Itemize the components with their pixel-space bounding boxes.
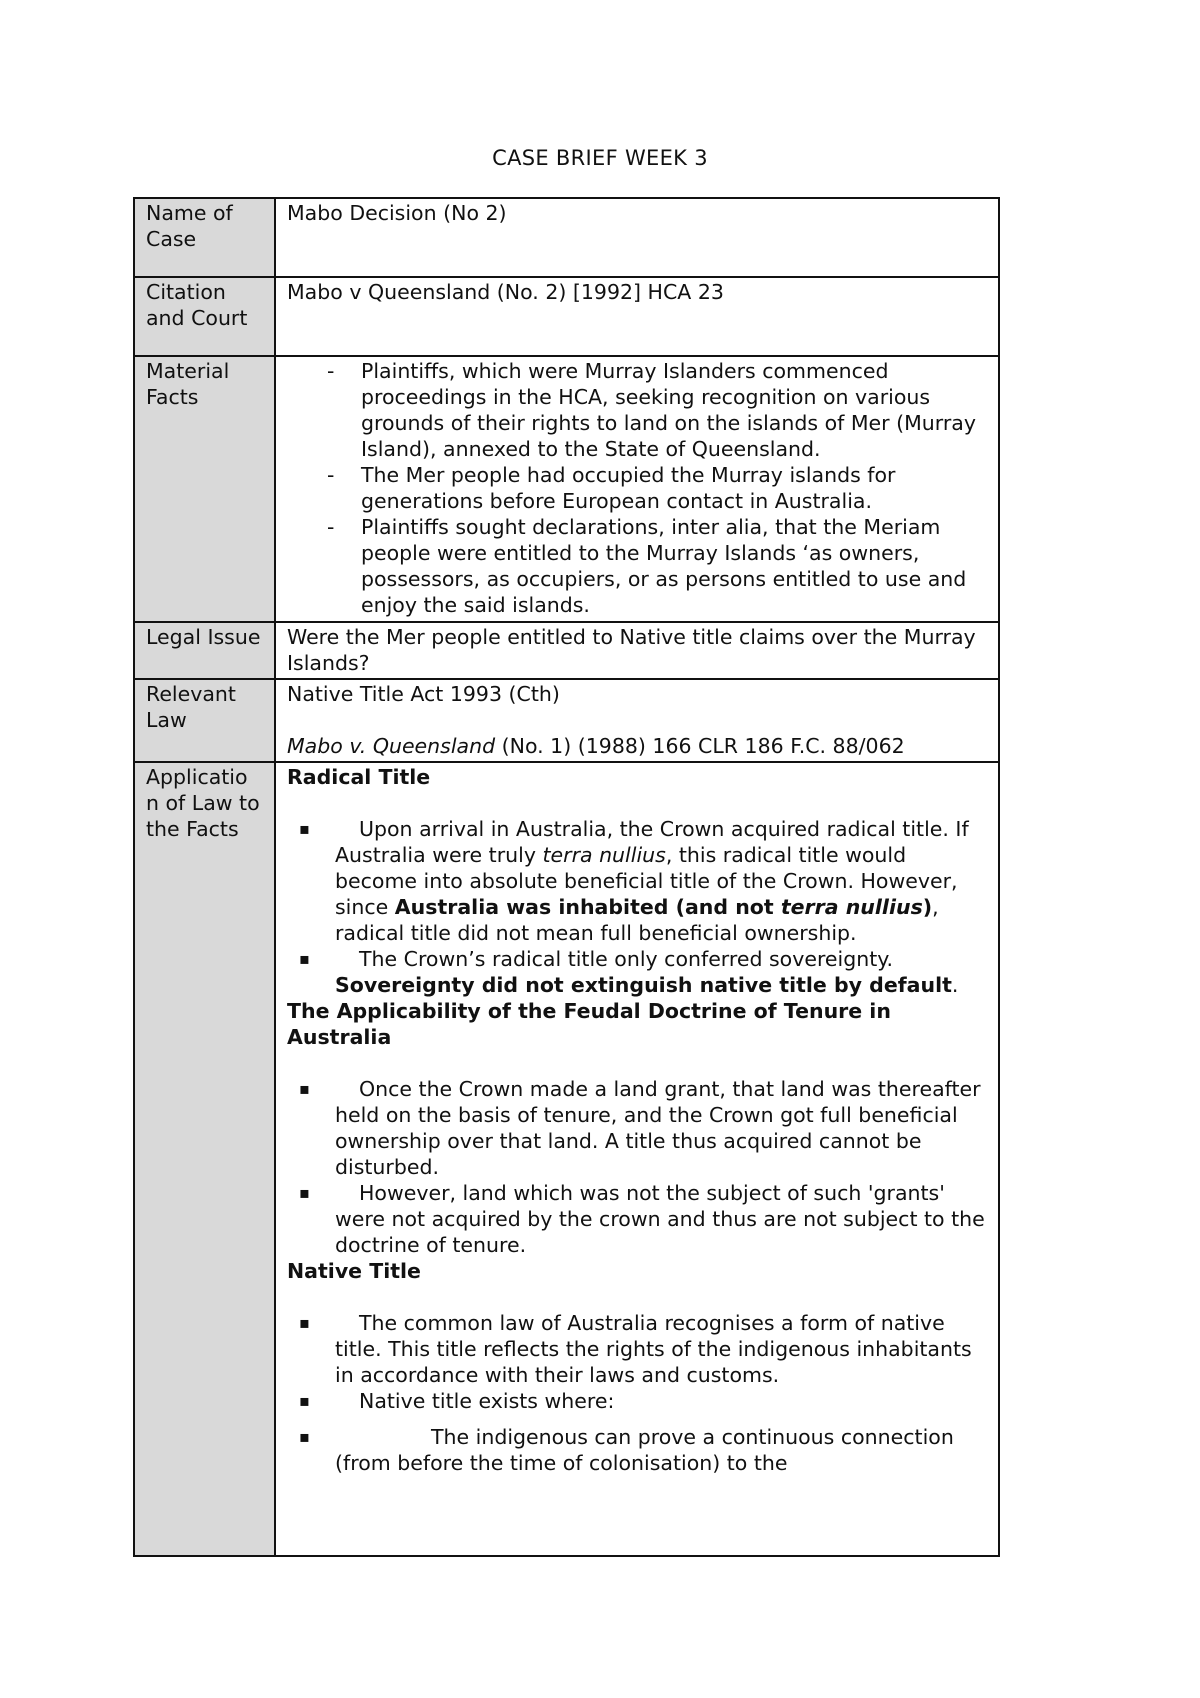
section-heading: Native Title <box>287 1259 421 1283</box>
material-facts-list <box>287 358 988 618</box>
list-item: ▪ Upon arrival in Australia, the Crown acquired radical title. If Australia were truly terra nullius, this radical title would become into absolute beneficial title of the Crown. However, since Australia was inhabited (and not terra nullius), radical title did not mean full beneficial ownership. <box>335 816 988 946</box>
list-item: ▪ The Crown’s radical title only conferred sovereignty. Sovereignty did not extinguish native title by default. <box>335 946 988 998</box>
table-row <box>134 679 999 762</box>
list-item: ▪ The common law of Australia recognises a form of native title. This title reflects the rights of the indigenous inhabitants in accordance with their laws and customs. <box>335 1310 988 1388</box>
radical-title-list <box>287 816 988 998</box>
case-name-value: Mabo Decision (No 2) <box>275 198 999 277</box>
section-heading: The Applicability of the Feudal Doctrine of Tenure in Australia <box>287 999 891 1049</box>
citation-value: Mabo v Queensland (No. 2) [1992] HCA 23 <box>275 277 999 356</box>
act-citation: Native Title Act 1993 (Cth) <box>287 682 560 706</box>
native-title-list <box>287 1310 988 1476</box>
table-row <box>134 198 999 277</box>
table-row <box>134 622 999 679</box>
row-label: Material Facts <box>134 356 275 622</box>
case-citation <box>287 733 988 759</box>
page-title: CASE BRIEF WEEK 3 <box>492 146 708 170</box>
table-row <box>134 356 999 622</box>
list-item: ▪ Once the Crown made a land grant, that land was thereafter held on the basis of tenure, and the Crown got full beneficial ownership over that land. A title thus acquired cannot be disturbed. <box>335 1076 988 1180</box>
relevant-law-cell <box>275 679 999 762</box>
list-item: ▪ However, land which was not the subject of such 'grants' were not acquired by the crown and thus are not subject to the doctrine of tenure. <box>335 1180 988 1258</box>
row-label: Citation and Court <box>134 277 275 356</box>
row-label: Name of Case <box>134 198 275 277</box>
table-row <box>134 277 999 356</box>
case-citation-name: Mabo v. Queensland <box>287 734 496 758</box>
row-label: Legal Issue <box>134 622 275 679</box>
case-citation-rest: (No. 1) (1988) 166 CLR 186 F.C. 88/062 <box>495 734 905 758</box>
case-brief-table <box>133 197 1000 1557</box>
section-heading: Radical Title <box>287 765 431 789</box>
list-item: - The Mer people had occupied the Murray islands for generations before European contact in Australia. <box>327 462 988 514</box>
feudal-doctrine-list <box>287 1076 988 1258</box>
application-cell <box>275 762 999 1556</box>
list-item: ▪ Native title exists where: <box>335 1388 988 1414</box>
row-label: Relevant Law <box>134 679 275 762</box>
table-row <box>134 762 999 1556</box>
list-item: - Plaintiffs, which were Murray Islanders commenced proceedings in the HCA, seeking recognition on various grounds of their rights to land on the islands of Mer (Murray Island), annexed to the State of Queensland. <box>327 358 988 462</box>
legal-issue-value: Were the Mer people entitled to Native title claims over the Murray Islands? <box>275 622 999 679</box>
list-item: ▪ The indigenous can prove a continuous connection (from before the time of colonisation) to the <box>335 1424 988 1476</box>
material-facts-cell <box>275 356 999 622</box>
list-item: - Plaintiffs sought declarations, inter alia, that the Meriam people were entitled to the Murray Islands ‘as owners, possessors, as occupiers, or as persons entitled to use and enjoy the said islands. <box>327 514 988 618</box>
row-label: Applicatio n of Law to the Facts <box>134 762 275 1556</box>
